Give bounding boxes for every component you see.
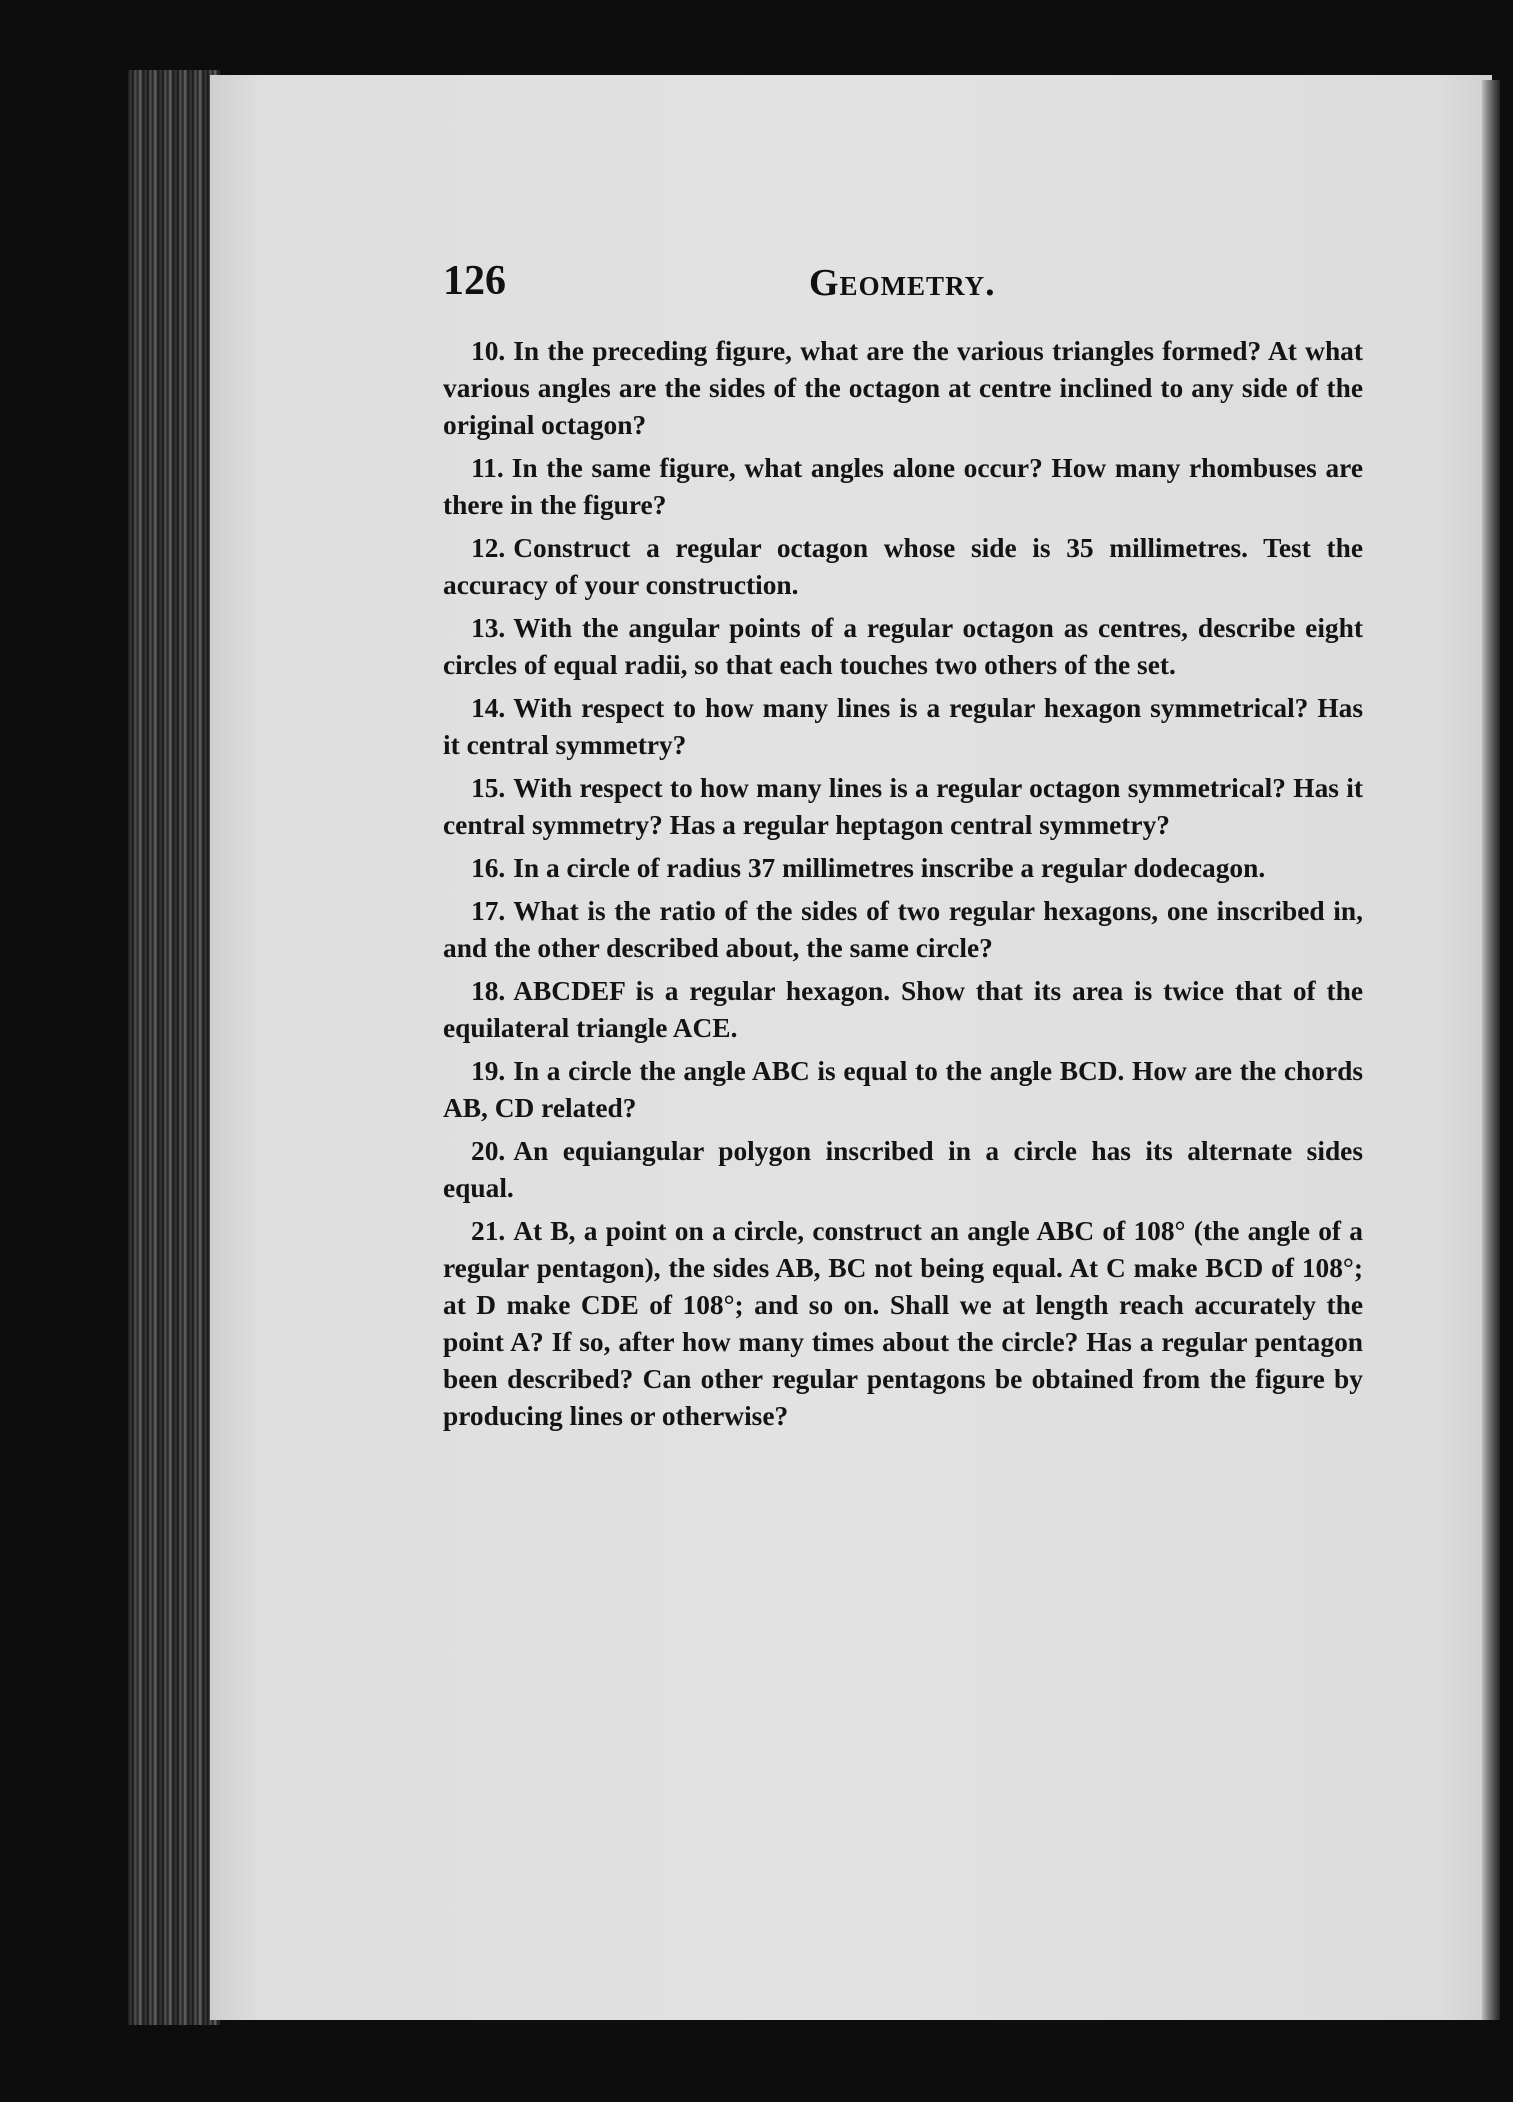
exercise-16: [443, 850, 1363, 887]
exercise-text: What is the ratio of the sides of two regular hexagons, one inscribed in, and the other described about, the same circle?: [443, 896, 1363, 963]
book-page-edges: [128, 70, 220, 2025]
exercise-17: [443, 893, 1363, 967]
exercise-number: 10.: [471, 336, 506, 366]
exercise-19: [443, 1053, 1363, 1127]
page-right-edge: [1482, 80, 1500, 2020]
exercise-11: [443, 450, 1363, 524]
exercise-list: [443, 333, 1363, 1441]
exercise-number: 16.: [471, 853, 506, 883]
exercise-14: [443, 690, 1363, 764]
exercise-21: [443, 1213, 1363, 1435]
exercise-text: In the same figure, what angles alone occur? How many rhombuses are there in the figure?: [443, 453, 1363, 520]
exercise-20: [443, 1133, 1363, 1207]
exercise-number: 18.: [471, 976, 506, 1006]
exercise-text: With the angular points of a regular octagon as centres, describe eight circles of equal radii, so that each touches two others of the set.: [443, 613, 1363, 680]
exercise-number: 14.: [471, 693, 506, 723]
exercise-number: 13.: [471, 613, 506, 643]
running-head: Geometry.: [809, 262, 996, 304]
exercise-text: With respect to how many lines is a regular hexagon symmetrical? Has it central symmetry?: [443, 693, 1363, 760]
exercise-number: 12.: [471, 533, 506, 563]
exercise-number: 19.: [471, 1056, 506, 1086]
page-header: [443, 257, 1363, 307]
exercise-text: In a circle the angle ABC is equal to the angle BCD. How are the chords AB, CD related?: [443, 1056, 1363, 1123]
exercise-number: 20.: [471, 1136, 506, 1166]
exercise-number: 11.: [471, 453, 504, 483]
exercise-number: 21.: [471, 1216, 506, 1246]
exercise-text: Construct a regular octagon whose side is 35 millimetres. Test the accuracy of your construction.: [443, 533, 1363, 600]
exercise-text: In a circle of radius 37 millimetres inscribe a regular dodecagon.: [513, 853, 1266, 883]
page-number: 126: [443, 258, 506, 304]
exercise-13: [443, 610, 1363, 684]
exercise-text: At B, a point on a circle, construct an angle ABC of 108° (the angle of a regular pentagon), the sides AB, BC not being equal. At C make BCD of 108°; at D make CDE of 108°; and so on. Shall we at length reach accurately the point A? If so, after how many times about the circle? Has a regular pentagon been described? Can other regular pentagons be obtained from the figure by producing lines or otherwise?: [443, 1216, 1363, 1431]
exercise-12: [443, 530, 1363, 604]
exercise-18: [443, 973, 1363, 1047]
exercise-15: [443, 770, 1363, 844]
exercise-number: 17.: [471, 896, 506, 926]
exercise-number: 15.: [471, 773, 506, 803]
exercise-text: An equiangular polygon inscribed in a circle has its alternate sides equal.: [443, 1136, 1363, 1203]
exercise-10: [443, 333, 1363, 444]
exercise-text: In the preceding figure, what are the various triangles formed? At what various angles are the sides of the octagon at centre inclined to any side of the original octagon?: [443, 336, 1363, 440]
exercise-text: ABCDEF is a regular hexagon. Show that its area is twice that of the equilateral triangle ACE.: [443, 976, 1363, 1043]
exercise-text: With respect to how many lines is a regular octagon symmetrical? Has it central symmetry? Has a regular heptagon central symmetry?: [443, 773, 1363, 840]
